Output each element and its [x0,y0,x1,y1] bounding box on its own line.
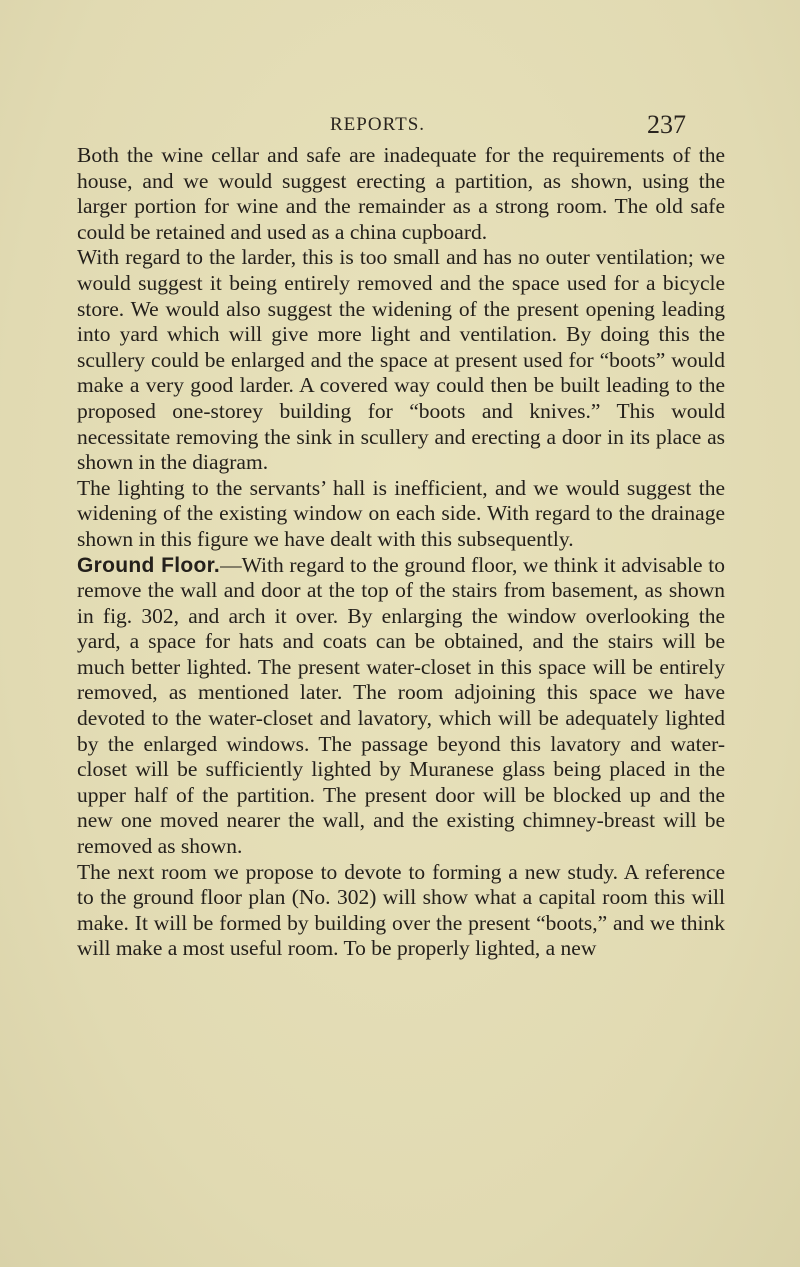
section-heading: Ground Floor. [77,553,221,577]
paragraph-text: —With regard to the ground floor, we think it advisable to remove the wall and door at the top of the stairs from basement, as shown in fig. 302, and arch it over. By enlarging the window overlooking the yard, a space for hats and coats can be obtained, and the stairs will be much better lighted. The present water-closet in this space will be entirely removed, as mentioned later. The room adjoining this space we have devoted to the water-closet and lavatory, which will be adequately lighted by the enlarged windows. The passage beyond this lavatory and water-closet will be sufficiently lighted by Muranese glass being placed in the upper half of the partition. The present door will be blocked up and the new one moved nearer the wall, and the existing chimney-breast will be removed as shown. [77,552,726,859]
page-header [0,110,800,144]
running-head: REPORTS. [330,114,426,135]
paragraph: The next room we propose to devote to forming a new study. A reference to the ground floor plan (No. 302) will show what a capital room this will make. It will be formed by building over the present “boots,” and we think will make a most useful room. To be properly lighted, a new [77,859,725,961]
body-text [77,143,725,962]
paragraph: With regard to the larder, this is too small and has no outer ventilation; we would suggest it being entirely removed and the space used for a bicycle store. We would also suggest the widening of the present opening leading into yard which will give more light and ventilation. By doing this the scullery could be enlarged and the space at present used for “boots” would make a very good larder. A covered way could then be built leading to the proposed one-storey building for “boots and knives.” This would necessitate removing the sink in scullery and erecting a door in its place as shown in the diagram. [77,245,725,475]
page-number: 237 [647,110,686,139]
paragraph: The lighting to the servants’ hall is inefficient, and we would suggest the widening of the existing window on each side. With regard to the drainage shown in this figure we have dealt with this subsequently. [77,475,725,551]
paragraph [77,553,725,860]
paragraph: Both the wine cellar and safe are inadequate for the requirements of the house, and we would suggest erecting a partition, as shown, using the larger portion for wine and the remainder as a strong room. The old safe could be retained and used as a china cupboard. [77,143,725,244]
